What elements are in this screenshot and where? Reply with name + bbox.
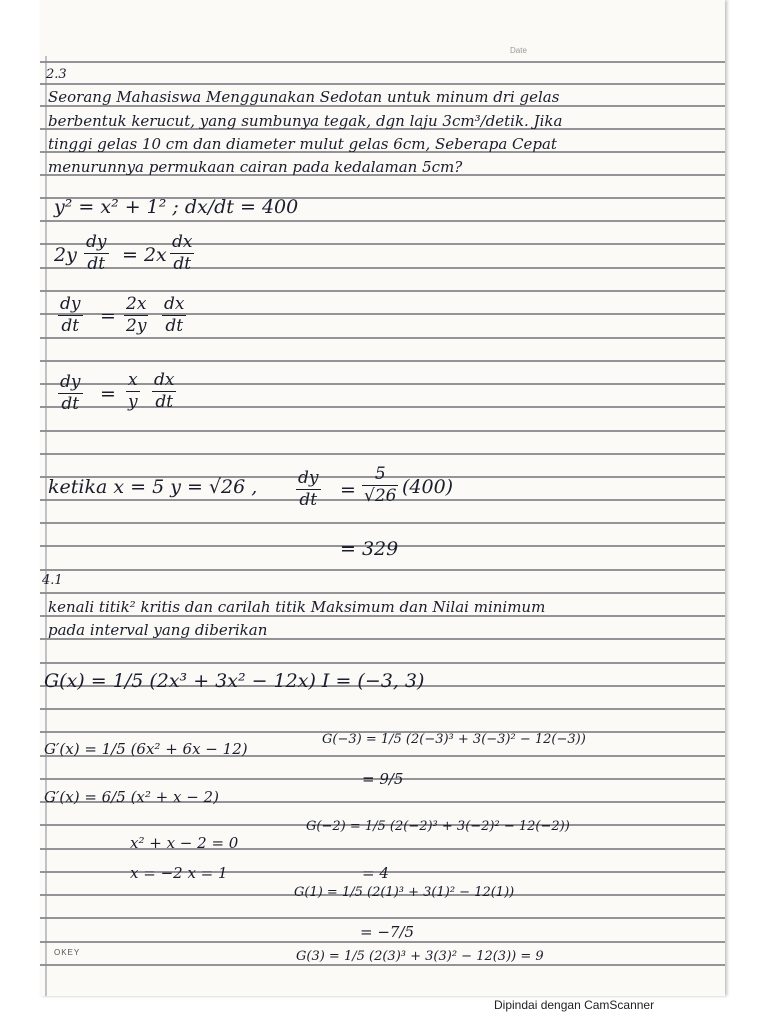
fraction-dx-dt [152, 372, 176, 411]
numerator: x [126, 372, 140, 392]
numerator: dy [86, 232, 107, 252]
evaluation-g-1-result: = −7/5 [360, 923, 415, 941]
fraction-5-root26 [362, 466, 398, 505]
statement-line-2: berbentuk kerucut, yang sumbunya tegak, dgn laju 3cm³/detik. Jika [48, 112, 563, 130]
numerator: dy [60, 372, 81, 392]
critical-points: x = −2 x = 1 [130, 864, 228, 882]
statement-line-2: pada interval yang diberikan [48, 621, 268, 639]
evaluation-g-3: G(3) = 1/5 (2(3)³ + 3(3)² − 12(3)) = 9 [296, 949, 544, 964]
denominator: dt [165, 316, 184, 336]
evaluation-g-minus3: G(−3) = 1/5 (2(−3)³ + 3(−3)² − 12(−3)) [322, 732, 586, 747]
fraction-x-y [126, 372, 140, 411]
numerator: 2x [124, 296, 148, 316]
function-definition: G(x) = 1/5 (2x³ + 3x² − 12x) I = (−3, 3) [44, 670, 425, 692]
equals-sign: = [340, 479, 356, 501]
evaluation-g-minus2-result: = 4 [362, 864, 389, 882]
quadratic-equation: x² + x − 2 = 0 [130, 834, 239, 852]
numerator: dx [154, 370, 175, 390]
problem-number: 4.1 [42, 573, 63, 588]
fraction-2x-2y [124, 296, 148, 335]
fraction-dy-dt [84, 234, 109, 273]
denominator: √26 [364, 486, 397, 506]
equals-sign: = [100, 305, 116, 327]
substitution-text: ketika x = 5 y = √26 , [48, 476, 258, 498]
statement-line-1: Seorang Mahasiswa Menggunakan Sedotan untuk minum dri gelas [48, 88, 560, 106]
result-value: = 329 [340, 538, 399, 560]
statement-line-4: menurunnya permukaan cairan pada kedalaman 5cm? [48, 158, 463, 176]
derivative-factored: G′(x) = 6/5 (x² + x − 2) [44, 788, 219, 806]
equation-1: y² = x² + 1² ; dx/dt = 400 [54, 196, 299, 218]
numerator: dx [164, 294, 185, 314]
denominator: dt [61, 316, 80, 336]
equation-2-mid: = 2x [122, 244, 167, 266]
numerator: 5 [362, 466, 398, 486]
fraction-dy-dt [58, 374, 83, 413]
denominator: dt [155, 392, 174, 412]
fraction-dx-dt [162, 296, 186, 335]
denominator: dt [173, 254, 192, 274]
denominator: dt [61, 394, 80, 414]
notebook-brand-logo: OKEY [54, 948, 81, 957]
fraction-dy-dt [58, 296, 83, 335]
problem-number: 2.3 [46, 67, 67, 82]
notebook-sheet [40, 0, 725, 996]
denominator: dt [87, 254, 106, 274]
numerator: dy [60, 294, 81, 314]
scanner-credit: Dipindai dengan CamScanner [494, 998, 655, 1012]
statement-line-1: kenali titik² kritis dan carilah titik Maksimum dan Nilai minimum [48, 598, 546, 616]
derivative: G′(x) = 1/5 (6x² + 6x − 12) [44, 740, 248, 758]
evaluation-g-1: G(1) = 1/5 (2(1)³ + 3(1)² − 12(1)) [294, 885, 515, 900]
equals-sign: = [100, 383, 116, 405]
equation-2-left: 2y [54, 244, 77, 266]
date-label: Date [510, 46, 527, 55]
fraction-dy-dt [296, 470, 321, 509]
statement-line-3: tinggi gelas 10 cm dan diameter mulut gelas 6cm, Seberapa Cepat [48, 135, 557, 153]
denominator: 2y [126, 316, 147, 336]
numerator: dx [172, 232, 193, 252]
evaluation-g-minus3-result: = 9/5 [362, 770, 404, 788]
denominator: dt [299, 490, 318, 510]
factor-400: (400) [402, 476, 454, 498]
fraction-dx-dt [170, 234, 194, 273]
denominator: y [128, 392, 138, 412]
evaluation-g-minus2: G(−2) = 1/5 (2(−2)³ + 3(−2)² − 12(−2)) [306, 819, 570, 834]
numerator: dy [298, 468, 319, 488]
